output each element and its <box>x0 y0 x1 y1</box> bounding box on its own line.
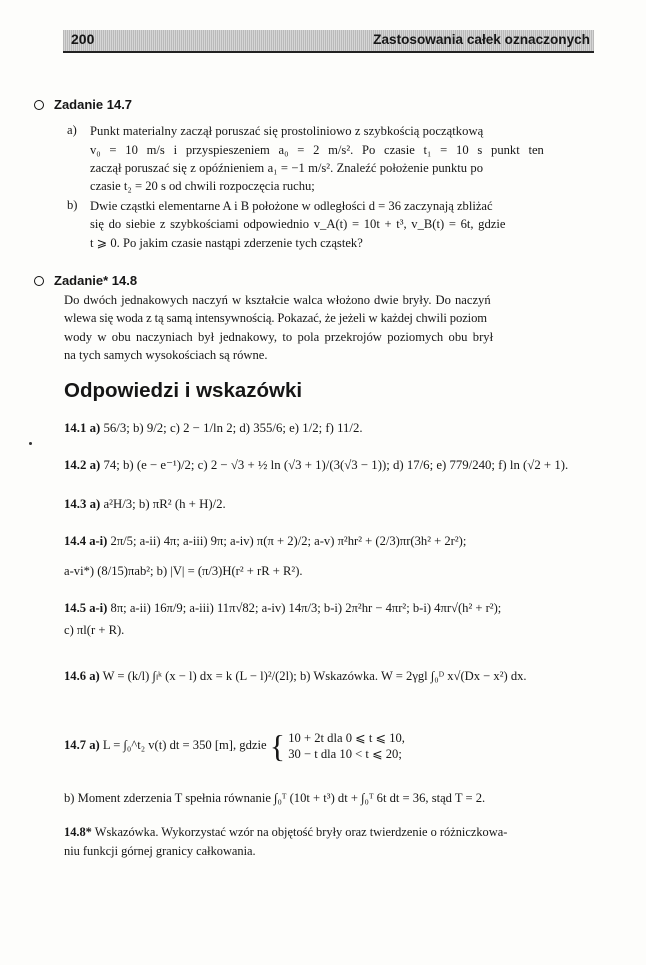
item-label-b: b) <box>67 198 78 212</box>
text-line: Punkt materialny zaczął poruszać się prostoliniowo z szybkością początkową <box>90 124 484 138</box>
answers-heading: Odpowiedzi i wskazówki <box>64 379 303 402</box>
case-line: 10 + 2t dla 0 ⩽ t ⩽ 10, <box>288 731 405 745</box>
answer-14-4-cont: a-vi*) (8/15)πab²; b) |V| = (π/3)H(r² + rR + R²). <box>64 564 303 578</box>
exercise-title: Zadanie 14.7 <box>54 97 133 112</box>
answer-label: 14.6 a) <box>64 669 100 683</box>
answer-text: 8π; a-ii) 16π/9; a-iii) 11π√82; a-iv) 14π/3; b-i) 2π²hr − 4πr²; b-i) 4πr√(h² + r²); <box>110 601 502 615</box>
piecewise-cases <box>288 730 405 762</box>
left-brace-icon: { <box>269 728 286 764</box>
text-line: na tych samych wysokościach są równe. <box>64 348 268 362</box>
circle-bullet-icon <box>34 276 44 286</box>
text-line: t ⩾ 0. Po jakim czasie nastąpi zderzenie tych cząstek? <box>90 236 363 250</box>
text-line: się do siebie z szybkościami odpowiednio v_A(t) = 10t + t³, v_B(t) = 6t, gdzie <box>90 217 506 231</box>
answer-14-8-cont: niu funkcji górnej granicy całkowania. <box>64 844 256 858</box>
answer-14-1 <box>64 420 363 436</box>
answer-text: a²H/3; b) πR² (h + H)/2. <box>103 497 226 511</box>
exercise-title: Zadanie* 14.8 <box>54 273 138 288</box>
answer-14-7 <box>64 730 405 762</box>
text-line: zaczął poruszać się z opóźnieniem a₁ = −1 m/s². Znaleźć położenie punktu po <box>90 161 483 175</box>
circle-bullet-icon <box>34 100 44 110</box>
page-number: 200 <box>71 31 95 47</box>
answer-14-5-cont: c) πl(r + R). <box>64 623 125 637</box>
answer-label: 14.1 a) <box>64 421 101 435</box>
text-line: wlewa się woda z tą samą intensywnością. Pokazać, że jeżeli w każdej chwili poziom <box>64 311 487 325</box>
text-line: Do dwóch jednakowych naczyń w kształcie walca włożono dwie bryły. Do naczyń <box>64 293 491 307</box>
text-line: czasie t₂ = 20 s od chwili rozpoczęcia ruchu; <box>90 179 315 193</box>
exercise-14-7-heading <box>34 97 132 112</box>
answer-label: 14.4 a-i) <box>64 534 108 548</box>
running-title: Zastosowania całek oznaczonych <box>373 32 590 47</box>
text-line: wody w obu naczyniach był jednakowy, to pola przekrojów poziomych obu brył <box>64 330 494 344</box>
case-line: 30 − t dla 10 < t ⩽ 20; <box>288 747 402 761</box>
answer-text: Wskazówka. Wykorzystać wzór na objętość bryły oraz twierdzenie o różniczkowa- <box>94 825 508 839</box>
answer-14-3 <box>64 496 226 512</box>
answer-14-7-b: b) Moment zderzenia T spełnia równanie ∫₀ᵀ (10t + t³) dt + ∫₀ᵀ 6t dt = 36, stąd T = 2. <box>64 791 486 805</box>
answer-label: 14.3 a) <box>64 497 101 511</box>
answer-text: 2π/5; a-ii) 4π; a-iii) 9π; a-iv) π(π + 2)/2; a-v) π²hr² + (2/3)πr(3h² + 2r²); <box>110 534 467 548</box>
answer-14-8 <box>64 824 507 840</box>
answer-text: W = (k/l) ∫ₗᵏ (x − l) dx = k (L − l)²/(2l); b) Wskazówka. W = 2γgl ∫₀ᴰ x√(Dx − x²) dx. <box>102 669 527 683</box>
text-line: v₀ = 10 m/s i przyspieszeniem a₀ = 2 m/s². Po czasie t₁ = 10 s punkt ten <box>90 143 544 157</box>
item-label-a: a) <box>67 123 77 137</box>
answer-label: 14.7 a) <box>64 737 100 752</box>
answer-label: 14.5 a-i) <box>64 601 108 615</box>
text-line: Dwie cząstki elementarne A i B położone w odległości d = 36 zaczynają zbliżać <box>90 199 493 213</box>
answer-14-2 <box>64 457 568 473</box>
answer-14-4 <box>64 533 466 549</box>
answer-label: 14.8* <box>64 825 92 839</box>
exercise-14-8-heading <box>34 273 137 288</box>
answer-14-6 <box>64 668 527 684</box>
answer-text: 74; b) (e − e⁻¹)/2; c) 2 − √3 + ½ ln (√3 + 1)/(3(√3 − 1)); d) 17/6; e) 779/240; f) ln (√2 + 1). <box>103 458 569 472</box>
margin-dot <box>29 442 32 445</box>
answer-14-5 <box>64 600 501 616</box>
running-header <box>63 30 594 53</box>
answer-text: 56/3; b) 9/2; c) 2 − 1/ln 2; d) 355/6; e) 1/2; f) 11/2. <box>103 421 363 435</box>
answer-text: L = ∫₀^t₂ v(t) dt = 350 [m], gdzie <box>102 737 267 752</box>
answer-label: 14.2 a) <box>64 458 101 472</box>
